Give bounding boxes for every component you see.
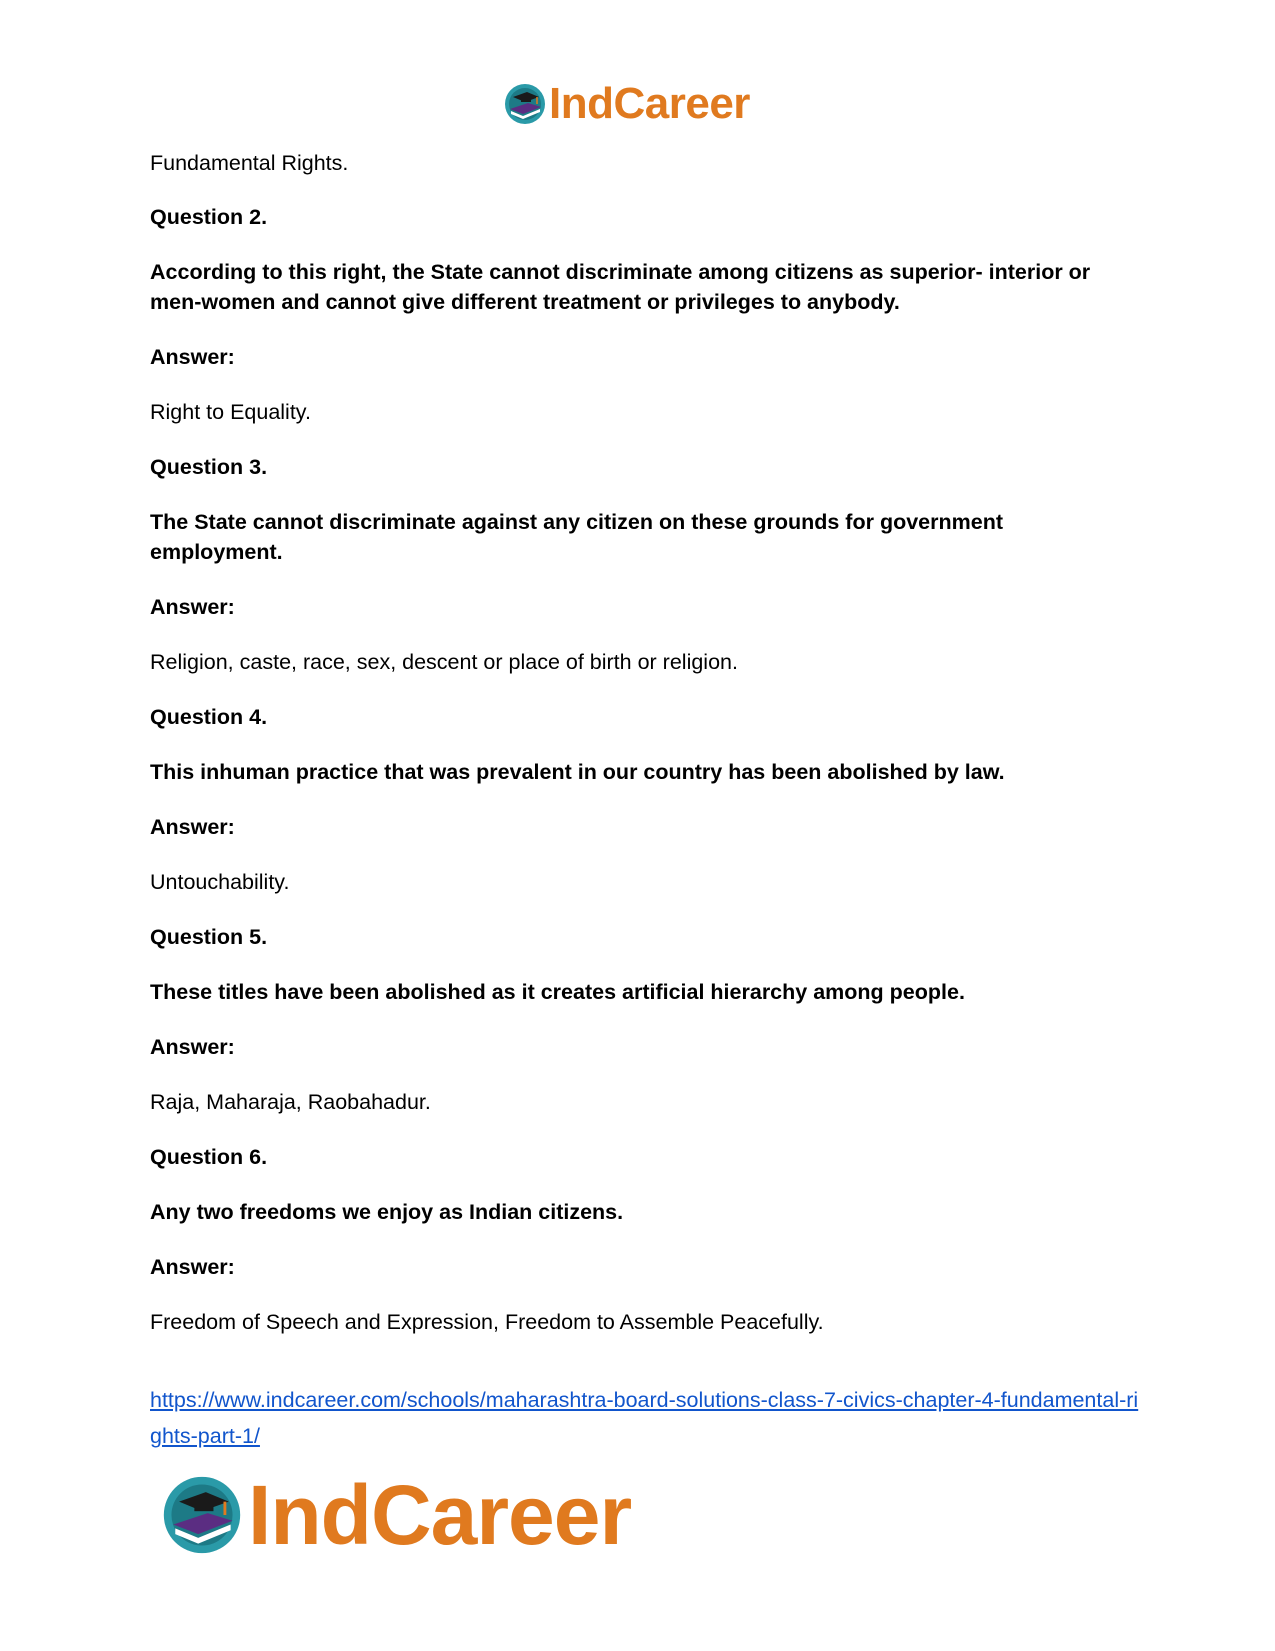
answer-text: Raja, Maharaja, Raobahadur. xyxy=(150,1090,431,1114)
footer-logo xyxy=(160,1467,632,1562)
qa-item xyxy=(150,922,1140,1117)
document-body xyxy=(150,148,1140,1476)
question-text: According to this right, the State cannot discriminate among citizens as superior- interior or men-women and cannot give different treatment or privileges to anybody. xyxy=(150,260,1091,314)
header-logo xyxy=(503,80,750,128)
question-text: These titles have been abolished as it creates artificial hierarchy among people. xyxy=(150,980,965,1004)
question-label: Question 4. xyxy=(150,705,268,729)
question-text: The State cannot discriminate against any citizen on these grounds for government employment. xyxy=(150,510,1003,564)
source-link[interactable]: https://www.indcareer.com/schools/maharashtra-board-solutions-class-7-civics-chapter-4-fundamental-rights-part-1/ xyxy=(150,1388,1139,1448)
question-label: Question 5. xyxy=(150,925,268,949)
answer-label: Answer: xyxy=(150,815,235,839)
question-label: Question 3. xyxy=(150,455,268,479)
intro-answer: Fundamental Rights. xyxy=(150,151,349,175)
question-label: Question 2. xyxy=(150,205,268,229)
answer-label: Answer: xyxy=(150,345,235,369)
source-link-paragraph xyxy=(150,1382,1140,1454)
qa-item xyxy=(150,702,1140,897)
qa-item xyxy=(150,452,1140,677)
answer-text: Untouchability. xyxy=(150,870,290,894)
qa-item xyxy=(150,202,1140,427)
graduation-book-icon xyxy=(503,82,547,126)
answer-text: Freedom of Speech and Expression, Freedom to Assemble Peacefully. xyxy=(150,1310,824,1334)
question-label: Question 6. xyxy=(150,1145,268,1169)
brand-wordmark: IndCareer xyxy=(549,79,750,128)
brand-wordmark: IndCareer xyxy=(248,1467,632,1562)
question-text: This inhuman practice that was prevalent in our country has been abolished by law. xyxy=(150,760,1005,784)
answer-label: Answer: xyxy=(150,595,235,619)
question-text: Any two freedoms we enjoy as Indian citizens. xyxy=(150,1200,624,1224)
answer-label: Answer: xyxy=(150,1035,235,1059)
answer-text: Religion, caste, race, sex, descent or place of birth or religion. xyxy=(150,650,738,674)
qa-item xyxy=(150,1142,1140,1337)
answer-text: Right to Equality. xyxy=(150,400,311,424)
answer-label: Answer: xyxy=(150,1255,235,1279)
graduation-book-icon xyxy=(160,1473,244,1557)
